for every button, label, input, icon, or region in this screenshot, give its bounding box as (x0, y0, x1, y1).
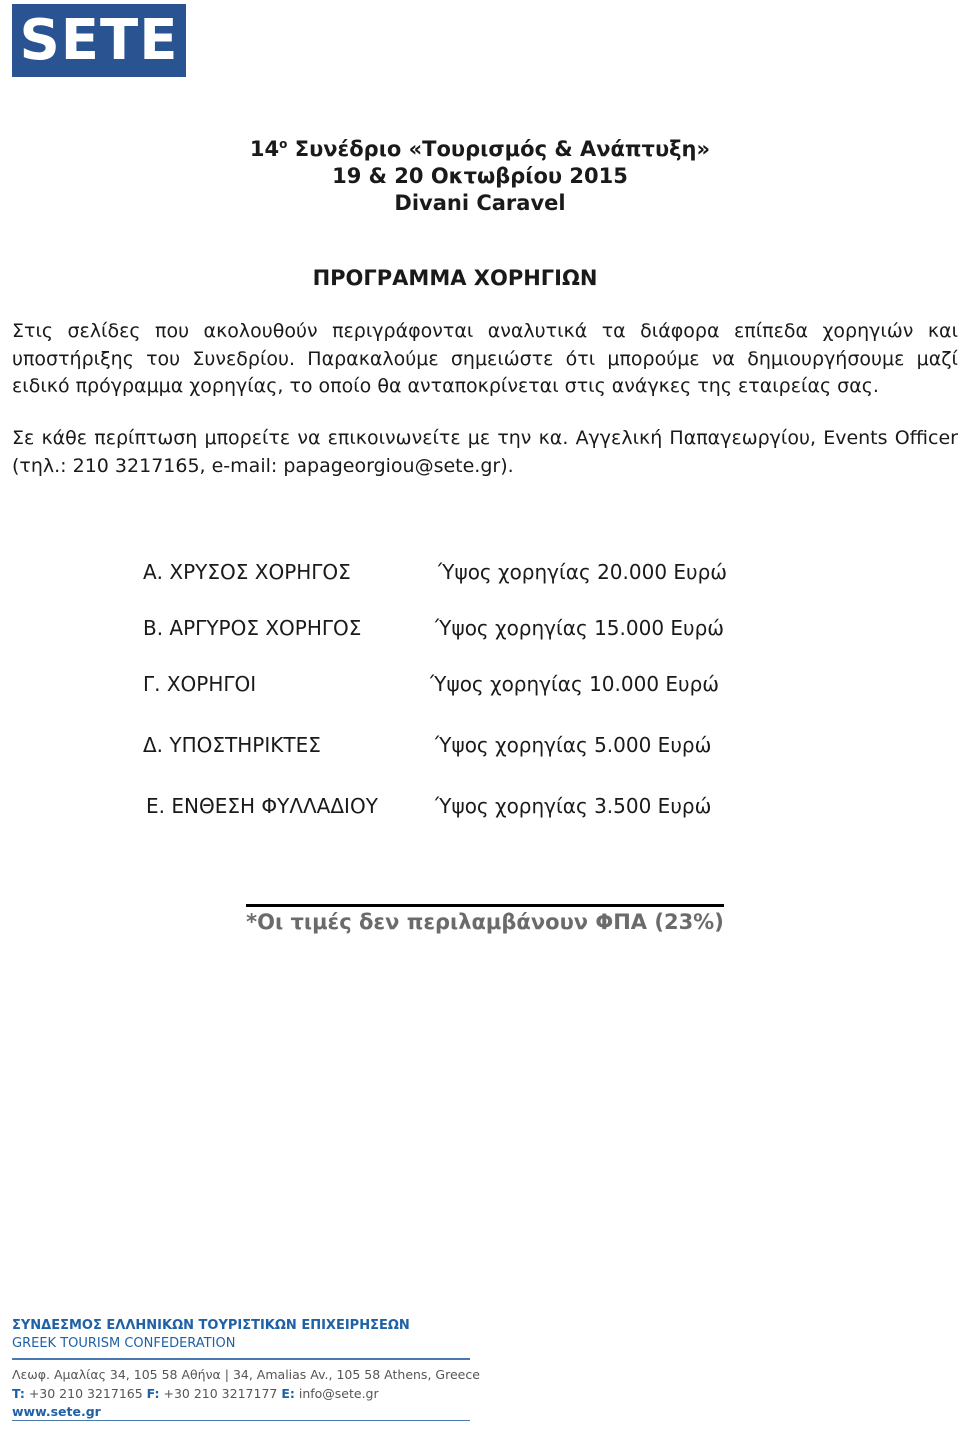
level-amount-gold: Ύψος χορηγίας 20.000 Ευρώ (438, 560, 728, 584)
level-amount-supporters: Ύψος χορηγίας 5.000 Ευρώ (435, 733, 712, 757)
intro-line: υποστήριξης του Συνεδρίου. Παρακαλούμε σημειώστε ότι μπορούμε να δημιουργήσουμε μαζί (12, 347, 958, 370)
level-name-silver: Β. ΑΡΓΥΡΟΣ ΧΟΡΗΓΟΣ (143, 616, 362, 640)
level-amount-sponsors: Ύψος χορηγίας 10.000 Ευρώ (430, 672, 720, 696)
vat-note: *Οι τιμές δεν περιλαμβάνουν ΦΠΑ (23%) (246, 910, 724, 934)
level-name-sponsors: Γ. ΧΟΡΗΓΟΙ (143, 672, 257, 696)
level-name-supporters: Δ. ΥΠΟΣΤΗΡΙΚΤΕΣ (143, 733, 321, 757)
note-divider (246, 904, 724, 907)
org-name-english: GREEK TOURISM CONFEDERATION (12, 1336, 236, 1351)
edition-name: Συνέδριο «Τουρισμός & Ανάπτυξη» (287, 137, 711, 161)
footer-contact (12, 1386, 472, 1401)
edition-number: 14 (249, 137, 280, 161)
level-amount-silver: Ύψος χορηγίας 15.000 Ευρώ (435, 616, 725, 640)
org-name-greek: ΣΥΝΔΕΣΜΟΣ ΕΛΛΗΝΙΚΩΝ ΤΟΥΡΙΣΤΙΚΩΝ ΕΠΙΧΕΙΡΗΣΕΩΝ (12, 1318, 410, 1333)
level-name-leaflet-insert: Ε. ΕΝΘΕΣΗ ΦΥΛΛΑΔΙΟΥ (146, 794, 378, 818)
email-label: E: (281, 1386, 295, 1401)
email-address[interactable]: info@sete.gr (294, 1386, 379, 1401)
footer-address: Λεωφ. Αμαλίας 34, 105 58 Αθήνα | 34, Amalias Av., 105 58 Athens, Greece (12, 1367, 480, 1382)
letterhead-footer (12, 1318, 480, 1421)
program-title: ΠΡΟΓΡΑΜΜΑ ΧΟΡΗΓΙΩΝ (312, 266, 598, 290)
fax-label: F: (146, 1386, 160, 1401)
phone-number: +30 210 3217165 (24, 1386, 147, 1401)
website-link[interactable]: www.sete.gr (12, 1404, 101, 1419)
footer-bottom-divider (12, 1420, 470, 1421)
edition-suffix: ο (279, 137, 288, 151)
phone-label: T: (12, 1386, 25, 1401)
intro-line: ειδικό πρόγραμμα χορηγίας, το οποίο θα ανταποκρίνεται στις ανάγκες της εταιρείας σας. (12, 375, 879, 397)
logo-text: SETE (19, 7, 179, 73)
contact-line: (τηλ.: 210 3217165, e-mail: papageorgiou@sete.gr). (12, 454, 514, 477)
footer-divider (12, 1358, 470, 1360)
level-amount-leaflet-insert: Ύψος χορηγίας 3.500 Ευρώ (435, 794, 712, 818)
event-dates: 19 & 20 Οκτωβρίου 2015 (332, 164, 628, 188)
contact-line: Σε κάθε περίπτωση μπορείτε να επικοινωνείτε με την κα. Αγγελική Παπαγεωργίου, Events Officer (12, 427, 958, 449)
event-venue: Divani Caravel (394, 191, 566, 215)
level-name-gold: Α. ΧΡΥΣΟΣ ΧΟΡΗΓΟΣ (143, 560, 351, 584)
intro-line: Στις σελίδες που ακολουθούν περιγράφονται αναλυτικά τα διάφορα επίπεδα χορηγιών και (12, 320, 958, 342)
fax-number: +30 210 3217177 (159, 1386, 282, 1401)
